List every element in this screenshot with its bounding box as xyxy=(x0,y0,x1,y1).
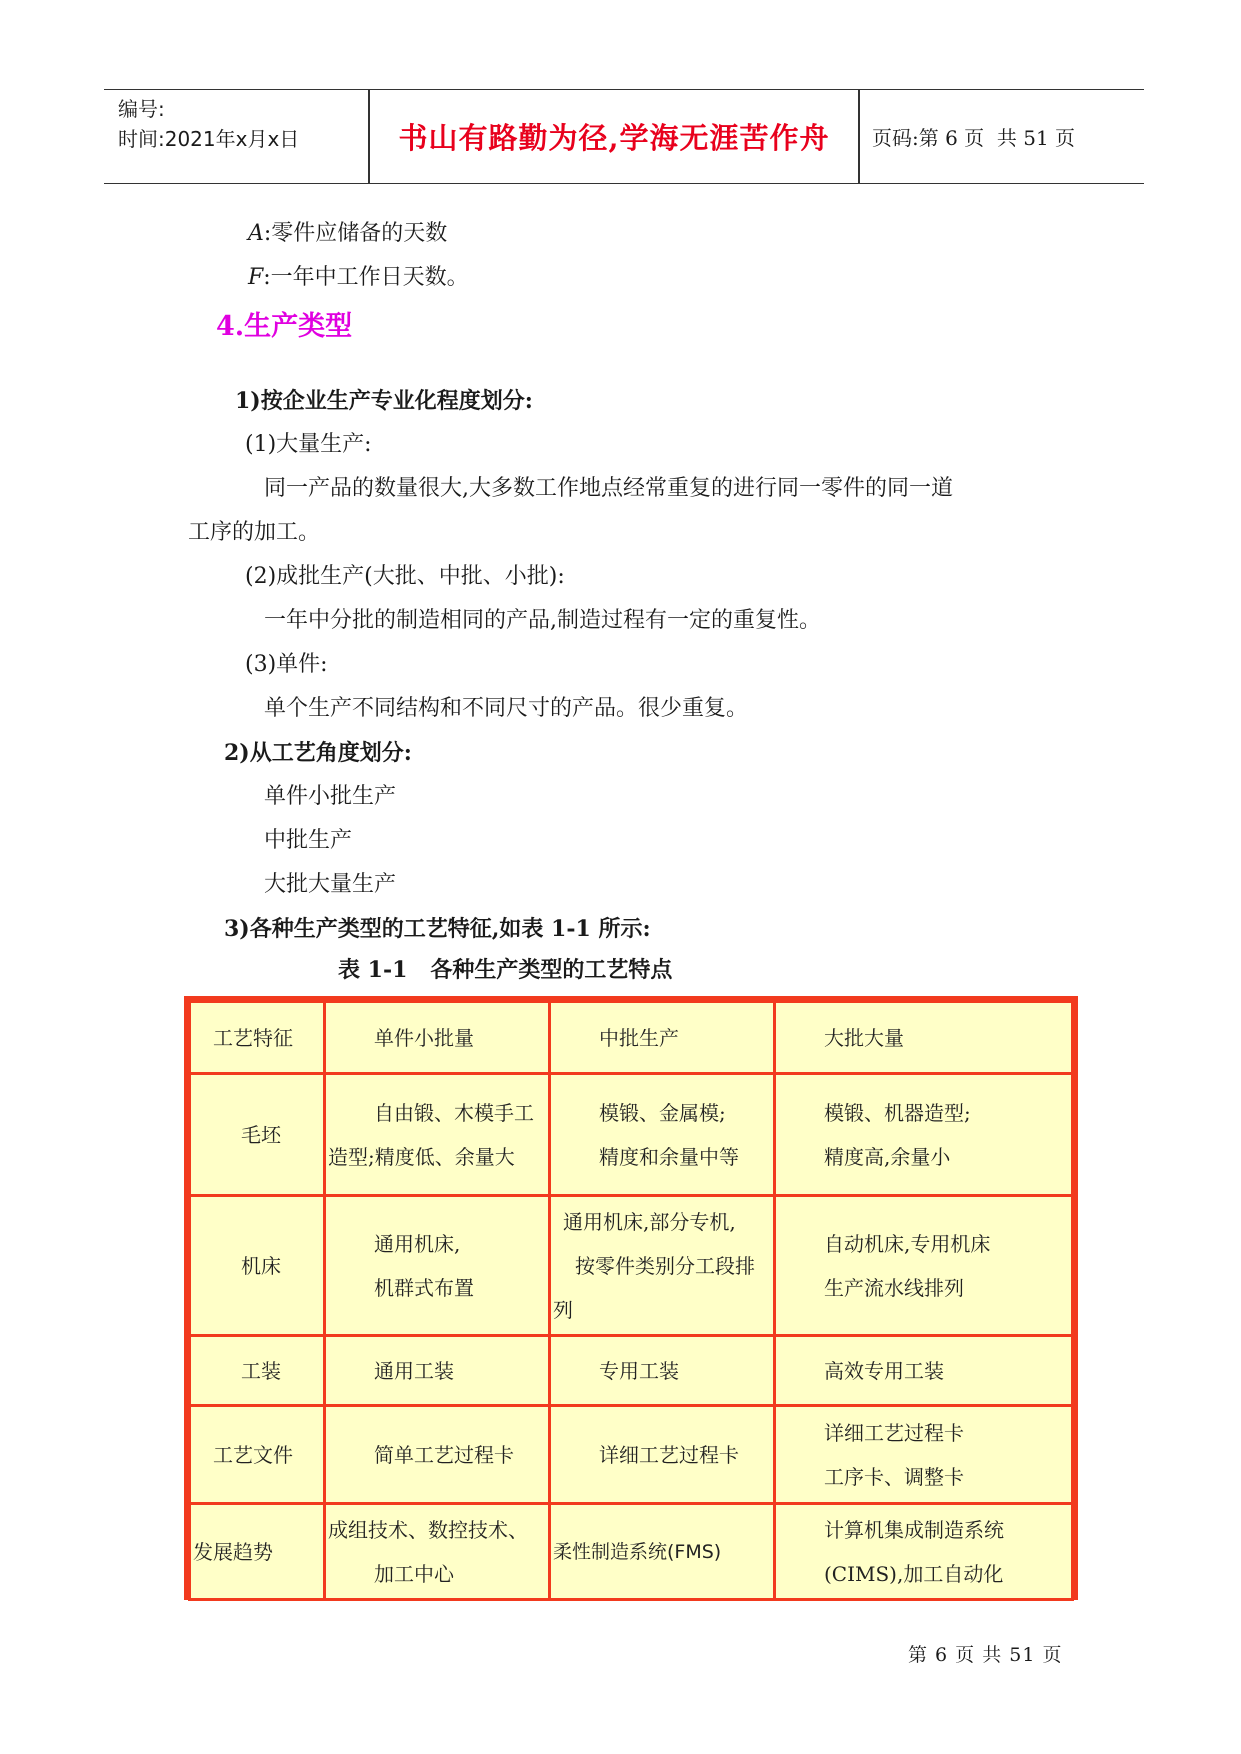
process-type-2: 中批生产 xyxy=(264,828,353,853)
table-cell: 高效专用工装 xyxy=(775,1336,1073,1406)
table-cell: 模锻、金属模; 精度和余量中等 xyxy=(550,1074,775,1196)
table-cell: 通用机床,部分专机, 按零件类别分工段排 列 xyxy=(550,1196,775,1336)
table-header-row xyxy=(190,1002,1073,1074)
doc-number-label: 编号: xyxy=(118,97,165,121)
process-type-1: 单件小批生产 xyxy=(264,784,397,809)
page-header xyxy=(104,89,1144,184)
table-header-cell: 单件小批量 xyxy=(325,1002,550,1074)
header-page-number: 页码:第 6 页 共 51 页 xyxy=(872,126,1076,150)
def-f: F:一年中工作日天数。 xyxy=(248,265,469,290)
table-cell: 计算机集成制造系统 (CIMS),加工自动化 xyxy=(775,1504,1073,1600)
table-cell: 自动机床,专用机床 生产流水线排列 xyxy=(775,1196,1073,1336)
table-cell: 简单工艺过程卡 xyxy=(325,1406,550,1504)
item-1-heading: (1)大量生产: xyxy=(245,432,372,457)
table-row xyxy=(190,1074,1073,1196)
table-header-cell: 工艺特征 xyxy=(190,1002,325,1074)
page-footer: 第 6 页 共 51 页 xyxy=(908,1644,1063,1666)
doc-date-label: 时间:2021年x月x日 xyxy=(118,127,300,151)
table-cell: 专用工装 xyxy=(550,1336,775,1406)
process-table xyxy=(184,996,1078,1600)
table-cell: 详细工艺过程卡 工序卡、调整卡 xyxy=(775,1406,1073,1504)
table-row xyxy=(190,1406,1073,1504)
subsection-2-heading: 2)从工艺角度划分: xyxy=(224,740,412,766)
table-cell: 模锻、机器造型; 精度高,余量小 xyxy=(775,1074,1073,1196)
header-motto: 书山有路勤为径,学海无涯苦作舟 xyxy=(398,121,830,155)
item-1-text: 同一产品的数量很大,大多数工作地点经常重复的进行同一零件的同一道 xyxy=(264,476,953,501)
item-3-text: 单个生产不同结构和不同尺寸的产品。很少重复。 xyxy=(264,696,749,721)
table-header-cell: 大批大量 xyxy=(775,1002,1073,1074)
table-cell: 柔性制造系统(FMS) xyxy=(550,1504,775,1600)
table-cell: 通用机床, 机群式布置 xyxy=(325,1196,550,1336)
table-row xyxy=(190,1196,1073,1336)
table-caption: 表 1-1 各种生产类型的工艺特点 xyxy=(338,957,673,983)
table-cell: 详细工艺过程卡 xyxy=(550,1406,775,1504)
item-3-heading: (3)单件: xyxy=(245,652,328,677)
item-2-heading: (2)成批生产(大批、中批、小批): xyxy=(245,564,565,589)
subsection-1-heading: 1)按企业生产专业化程度划分: xyxy=(235,388,533,414)
header-meta xyxy=(118,94,299,154)
table-row xyxy=(190,1504,1073,1600)
row-label: 工艺文件 xyxy=(190,1406,325,1504)
table-row xyxy=(190,1336,1073,1406)
row-label: 发展趋势 xyxy=(190,1504,325,1600)
item-2-text: 一年中分批的制造相同的产品,制造过程有一定的重复性。 xyxy=(264,608,821,633)
section-title: 4.生产类型 xyxy=(216,311,353,342)
row-label: 毛坯 xyxy=(190,1074,325,1196)
subsection-3-heading: 3)各种生产类型的工艺特征,如表 1-1 所示: xyxy=(224,916,651,942)
row-label: 工装 xyxy=(190,1336,325,1406)
process-type-3: 大批大量生产 xyxy=(264,872,397,897)
table-cell: 成组技术、数控技术、 加工中心 xyxy=(325,1504,550,1600)
header-divider xyxy=(858,90,860,183)
table-cell: 通用工装 xyxy=(325,1336,550,1406)
def-a: A:零件应储备的天数 xyxy=(248,221,448,246)
row-label: 机床 xyxy=(190,1196,325,1336)
table-cell: 自由锻、木模手工 造型;精度低、余量大 xyxy=(325,1074,550,1196)
item-1-text-cont: 工序的加工。 xyxy=(188,520,321,545)
table-header-cell: 中批生产 xyxy=(550,1002,775,1074)
